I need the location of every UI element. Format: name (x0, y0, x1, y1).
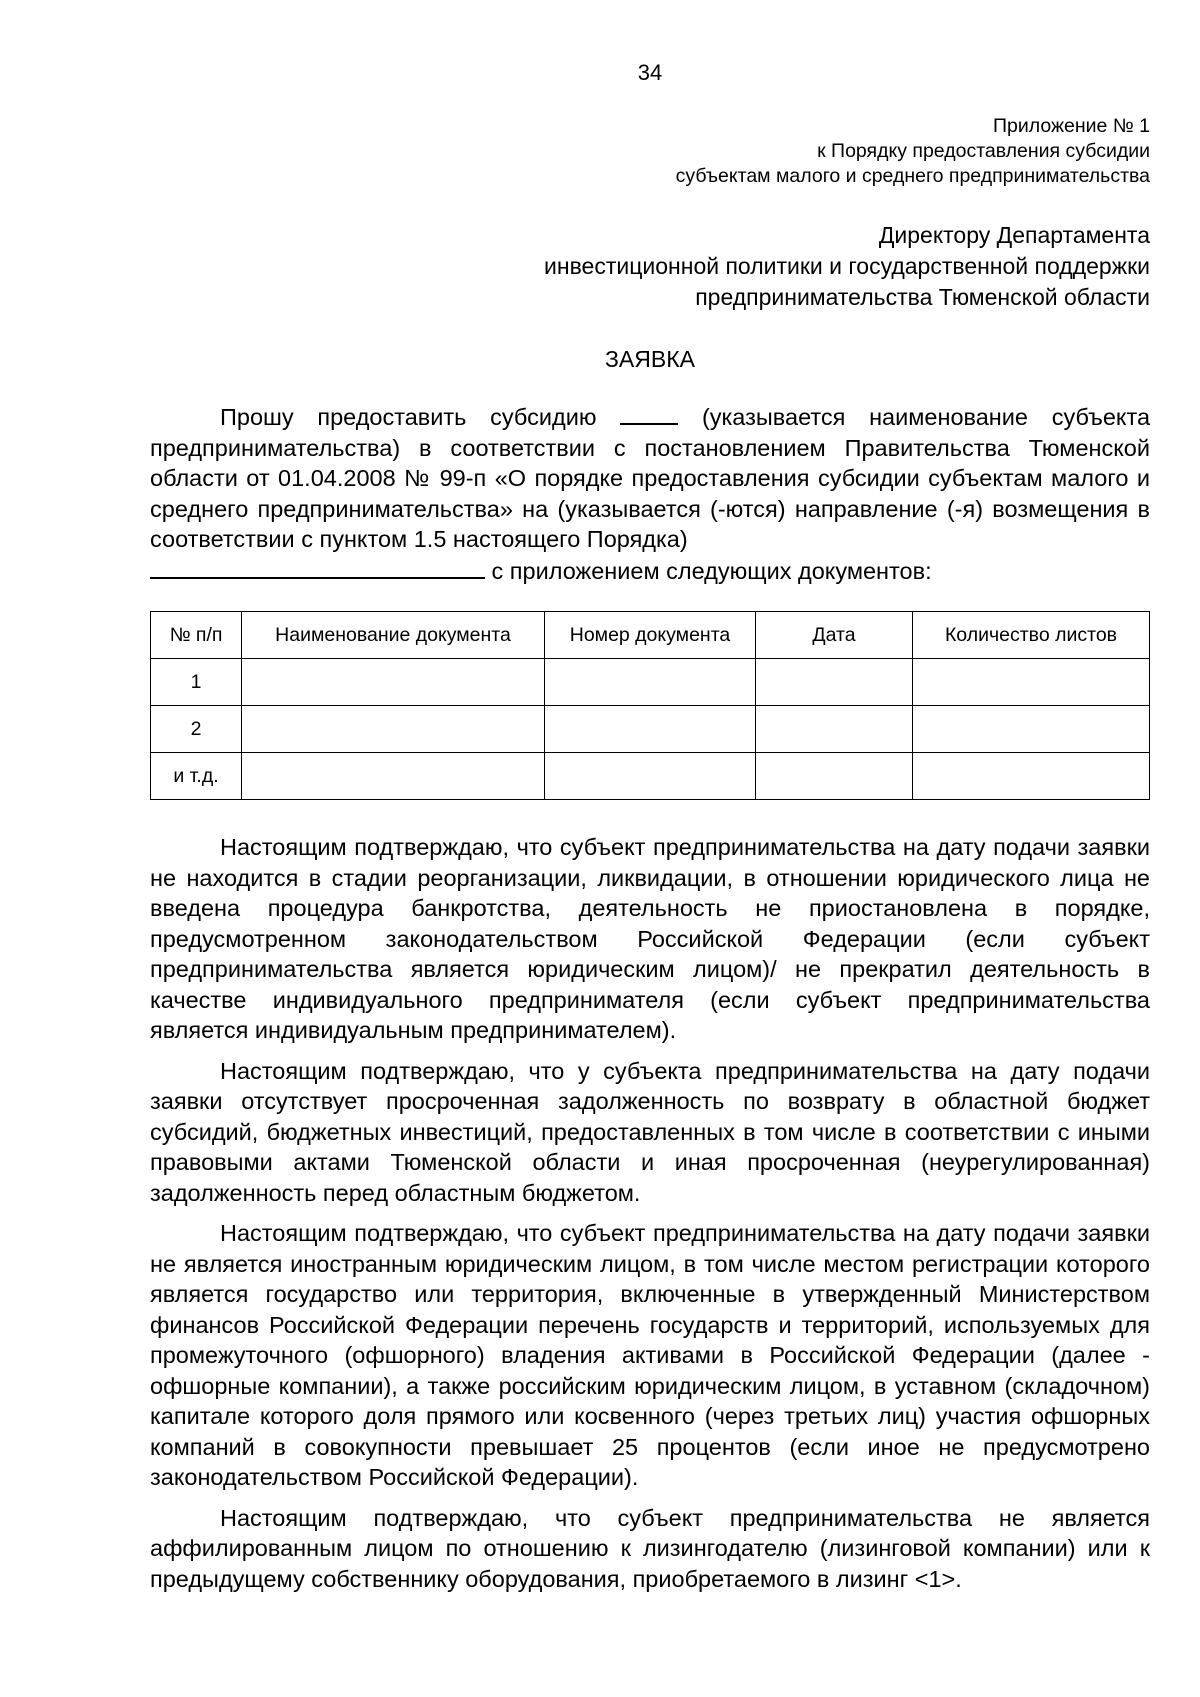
sheet-count-cell (913, 753, 1150, 800)
appendix-line-3: субъектам малого и среднего предпринимательства (675, 165, 1150, 187)
confirmation-section (150, 832, 1150, 1604)
row-number-cell: 1 (151, 659, 242, 706)
subject-name-blank (620, 403, 678, 425)
table-header-row (151, 612, 1150, 659)
confirmation-paragraph-2: Настоящим подтверждаю, что у субъекта предпринимательства на дату подачи заявки отсутствует просроченная задолженность по возврату в областной бюджет субсидий, бюджетных инвестиций, предоставленных в том числе в соответствии с иными правовыми актами Тюменской области и иная просроченная (неурегулированная) задолженность перед областным бюджетом. (150, 1057, 1150, 1206)
sheet-count-cell (913, 706, 1150, 753)
date-cell (756, 659, 913, 706)
request-text (150, 402, 1150, 555)
addressee-line-1: Директору Департамента (878, 222, 1150, 248)
header-date: Дата (756, 612, 913, 659)
appendix-note (676, 114, 1150, 189)
doc-name-cell (242, 706, 545, 753)
appendix-line-2: к Порядку предоставления субсидии (817, 140, 1150, 162)
header-number: № п/п (151, 612, 242, 659)
doc-number-cell (545, 706, 756, 753)
header-doc-number: Номер документа (545, 612, 756, 659)
header-doc-name: Наименование документа (242, 612, 545, 659)
request-last-line (150, 555, 1150, 587)
confirmation-paragraph-3: Настоящим подтверждаю, что субъект предпринимательства на дату подачи заявки не является иностранным юридическим лицом, в том числе местом регистрации которого является государство или территория, включенные в утвержденный Министерством финансов Российской Федерации перечень государств и территорий, используемых для промежуточного (офшорного) владения активами в Российской Федерации (далее - офшорные компании), а также российским юридическим лицом, в уставном (складочном) капитале которого доля прямого или косвенного (через третьих лиц) участия офшорных компаний в совокупности превышает 25 процентов (если иное не предусмотрено законодательством Российской Федерации). (150, 1220, 1150, 1490)
confirmation-paragraph-1: Настоящим подтверждаю, что субъект предпринимательства на дату подачи заявки не находится в стадии реорганизации, ликвидации, в отношении юридического лица не введена процедура банкротства, деятельность не приостановлена в порядке, предусмотренном законодательством Российской Федерации (если субъект предпринимательства является юридическим лицом)/ не прекратил деятельность в качестве индивидуального предпринимателя (если субъект предпринимательства является индивидуальным предпринимателем). (150, 834, 1150, 1043)
addressee-line-2: инвестиционной политики и государственной поддержки (544, 253, 1150, 279)
table-row (151, 706, 1150, 753)
date-cell (756, 706, 913, 753)
doc-number-cell (545, 753, 756, 800)
direction-blank (150, 555, 485, 579)
documents-table (150, 611, 1150, 800)
header-sheet-count: Количество листов (913, 612, 1150, 659)
addressee-line-3: предпринимательства Тюменской области (695, 284, 1150, 310)
sheet-count-cell (913, 659, 1150, 706)
addressee-block (544, 220, 1150, 313)
request-paragraph (150, 402, 1150, 586)
doc-name-cell (242, 659, 545, 706)
doc-name-cell (242, 753, 545, 800)
request-part-3: с приложением следующих документов: (491, 557, 932, 584)
request-part-2: (указывается наименование субъекта предпринимательства) в соответствии с постановлением Правительства Тюменской области от 01.04.2008 № 99-п «О порядке предоставления субсидии субъектам малого и среднего предпринимательства» на (указывается (-ются) направление (-я) возмещения в соответствии с пунктом 1.5 настоящего Порядка) (150, 404, 1151, 552)
confirmation-paragraph-4: Настоящим подтверждаю, что субъект предпринимательства не является аффилированным лицом по отношению к лизингодателю (лизинговой компании) или к предыдущему собственнику оборудования, приобретаемого в лизинг <1>. (150, 1504, 1150, 1592)
page-number: 34 (637, 60, 663, 85)
document-title: ЗАЯВКА (605, 346, 695, 372)
row-number-cell: и т.д. (151, 753, 242, 800)
row-number-cell: 2 (151, 706, 242, 753)
date-cell (756, 753, 913, 800)
doc-number-cell (545, 659, 756, 706)
table-row (151, 659, 1150, 706)
request-part-1: Прошу предоставить субсидию (220, 404, 597, 430)
table-row (151, 753, 1150, 800)
appendix-line-1: Приложение № 1 (993, 115, 1150, 137)
